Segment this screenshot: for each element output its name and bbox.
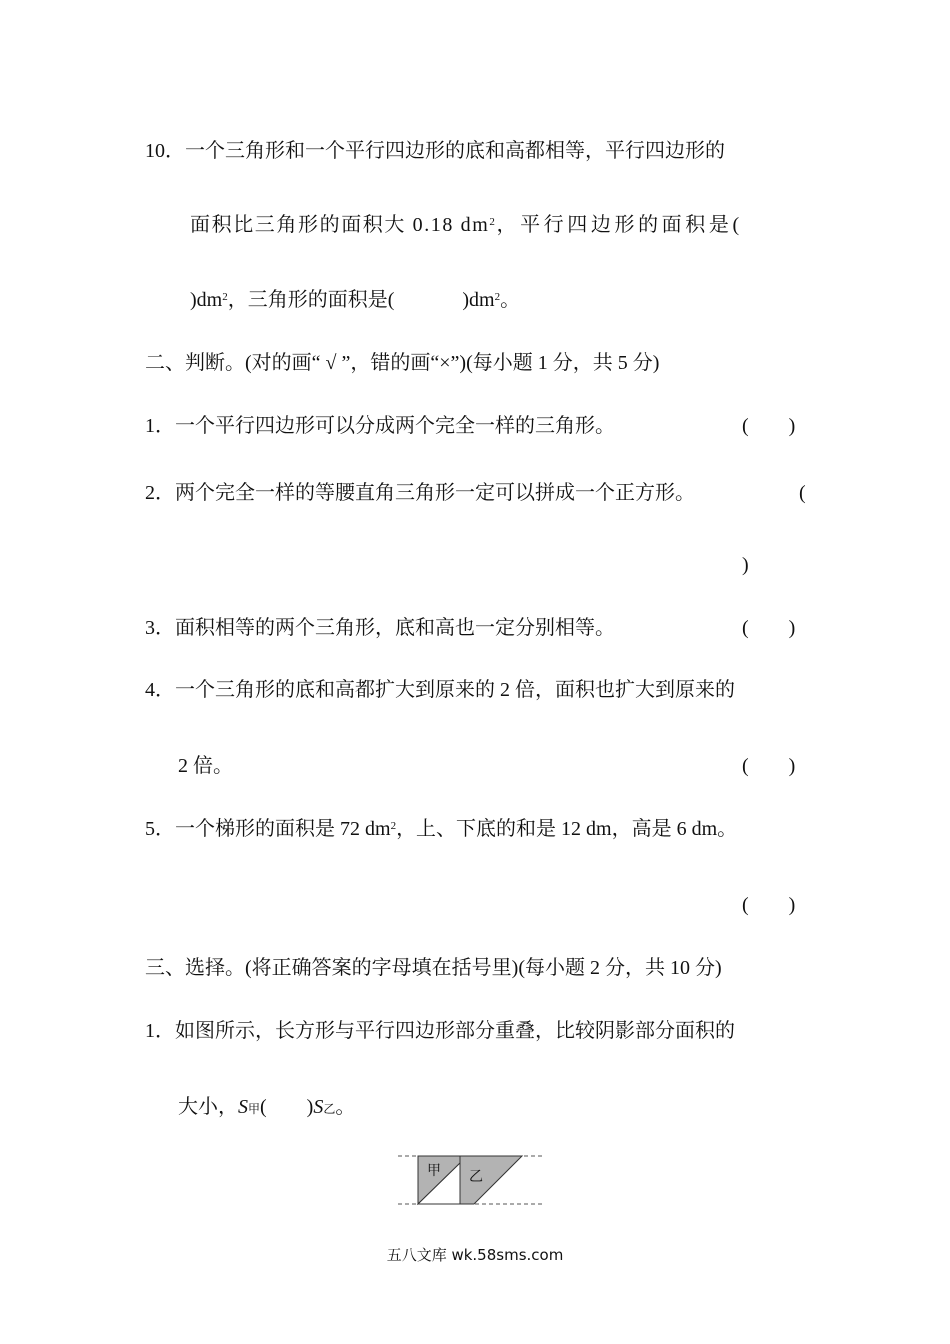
label-jia: 甲 bbox=[427, 1163, 441, 1179]
judge-1-number: 1． bbox=[145, 415, 175, 437]
q10-text-line3b: ，三角形的面积是( bbox=[227, 289, 395, 311]
choice-item-1 bbox=[145, 1017, 735, 1045]
judge-item-1 bbox=[145, 412, 615, 440]
sub-jia: 甲 bbox=[248, 1102, 261, 1116]
judge-5-sup: 2 bbox=[390, 820, 397, 832]
judge-item-3 bbox=[145, 614, 615, 642]
s-symbol-yi: S bbox=[313, 1096, 324, 1118]
judge-1-text: 一个平行四边形可以分成两个完全一样的三角形。 bbox=[175, 415, 615, 437]
judge-2-number: 2． bbox=[145, 482, 175, 504]
judge-3-answer-paren[interactable]: ( ) bbox=[742, 617, 796, 639]
q10-text-line3c: )dm bbox=[462, 289, 495, 311]
judge-4-answer-paren[interactable]: ( ) bbox=[742, 755, 796, 777]
judge-item-5 bbox=[145, 815, 737, 843]
choice-1-end: 。 bbox=[335, 1096, 356, 1118]
section2-title: 二、判断。(对的画“ √ ”，错的画“×”)(每小题 1 分，共 5 分) bbox=[145, 352, 660, 374]
q10-text-line1: 一个三角形和一个平行四边形的底和高都相等，平行四边形的 bbox=[185, 140, 725, 162]
judge-5-answer-paren[interactable]: ( ) bbox=[742, 894, 796, 916]
sub-yi: 乙 bbox=[323, 1102, 336, 1116]
q10-sup3: 2 bbox=[494, 291, 501, 303]
judge-5-text-b: ，上、下底的和是 12 dm，高是 6 dm。 bbox=[396, 818, 738, 840]
judge-4-number: 4． bbox=[145, 679, 175, 701]
q10-sup1: 2 bbox=[489, 216, 497, 228]
choice-1-answer-paren[interactable]: ( ) bbox=[260, 1096, 314, 1118]
q10-text-line3a: )dm bbox=[190, 289, 223, 311]
q10-line1 bbox=[145, 137, 725, 165]
judge-item-2 bbox=[145, 479, 695, 507]
choice-1-line2 bbox=[178, 1093, 355, 1123]
q10-sup2: 2 bbox=[222, 291, 228, 303]
judge-4-text-line2: 2 倍。 bbox=[178, 755, 233, 777]
footer-watermark: 五八文库 wk.58sms.com bbox=[386, 1246, 564, 1264]
overlap-figure bbox=[398, 1153, 548, 1213]
judge-item-4 bbox=[145, 676, 735, 704]
q10-text-line2b: ，平行四边形的面积是( bbox=[496, 214, 743, 236]
judge-3-text: 面积相等的两个三角形，底和高也一定分别相等。 bbox=[175, 617, 615, 639]
choice-1-text2: 大小， bbox=[178, 1096, 238, 1118]
judge-3-number: 3． bbox=[145, 617, 175, 639]
q10-text-line3d: 。 bbox=[500, 289, 521, 311]
s-symbol-jia: S bbox=[238, 1096, 248, 1118]
section3-title: 三、选择。(将正确答案的字母填在括号里)(每小题 2 分，共 10 分) bbox=[145, 957, 722, 979]
q10-line2 bbox=[190, 211, 743, 239]
judge-2-answer-paren-open[interactable]: ( bbox=[799, 482, 806, 504]
label-yi: 乙 bbox=[469, 1169, 483, 1185]
choice-1-text: 如图所示，长方形与平行四边形部分重叠，比较阴影部分面积的 bbox=[175, 1020, 735, 1042]
judge-5-text-a: 一个梯形的面积是 72 dm bbox=[175, 818, 391, 840]
judge-2-answer-paren-close[interactable]: ) bbox=[742, 554, 749, 576]
q10-text-line2a: 面积比三角形的面积大 0.18 dm bbox=[190, 214, 490, 236]
judge-5-number: 5． bbox=[145, 818, 175, 840]
q10-number: 10． bbox=[145, 140, 185, 162]
q10-line3 bbox=[190, 286, 520, 314]
judge-4-text: 一个三角形的底和高都扩大到原来的 2 倍，面积也扩大到原来的 bbox=[175, 679, 735, 701]
judge-1-answer-paren[interactable]: ( ) bbox=[742, 415, 796, 437]
choice-1-number: 1． bbox=[145, 1020, 175, 1042]
judge-2-text: 两个完全一样的等腰直角三角形一定可以拼成一个正方形。 bbox=[175, 482, 695, 504]
